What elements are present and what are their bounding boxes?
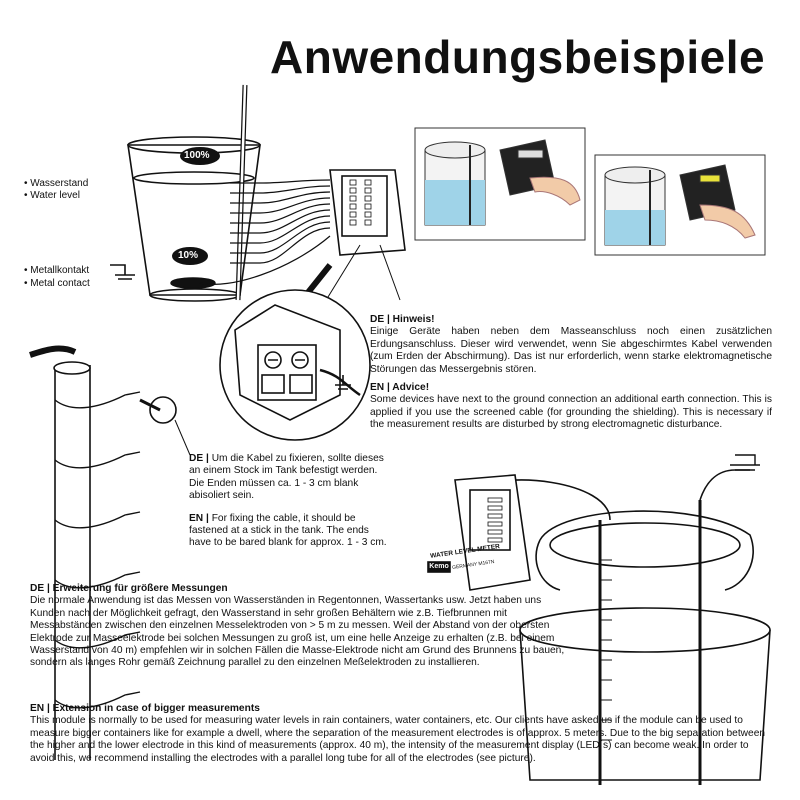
extension-de-body: Die normale Anwendung ist das Messen von Wasserständen in Regentonnen, Wassertanks usw. Jetzt haben uns Kunden nach der Möglichkeit gefragt, den Wasserstand in sehr großen Behältern wie z.B. Tiefbrunnen mit Messabständen zwischen den einzelnen Messelektroden von > 5 m zu messen. Weil der Abstand von der obersten Elektrode zur Masseelektrode bei solchen Messungen zu groß ist, um eine helle Anzeige zu erhalten (z.B. bei einem Wasserstand von 40 m) empfehlen wir in solchen Fällen die Masse-Elektrode nicht am Grund des Brunnens zu bauen, sondern als langes Rohr gemäß Zeichnung parallel zu den einzelnen Meßelektroden zu installieren. (30, 595, 565, 669)
water-level-label-en: • Water level (24, 190, 80, 202)
metal-contact-label-de: • Metallkontakt (24, 265, 89, 277)
cable-de-body: Um die Kabel zu fixieren, sollte dieses an einem Stock im Tank befestigt werden. Die Enden müssen ca. 1 - 3 cm blank abisoliert sein. (189, 453, 384, 502)
pct-10-badge: 10% (178, 250, 199, 261)
water-level-label-de: • Wasserstand (24, 178, 88, 190)
extension-de (30, 583, 565, 670)
pct-100-badge: 100% (184, 150, 210, 161)
stick-illustration (30, 349, 190, 760)
cable-de-prefix: DE | (189, 453, 209, 464)
extension-de-heading: DE | Erweiterung für größere Messungen (30, 583, 228, 594)
hint-en-body: Some devices have next to the ground connection an additional earth connection. This is applied if you use the screened cable (for grounding the shielding). This is necessary if the measurement results are disturbed by strong electromagnetic disturbance. (370, 394, 772, 431)
page-title: Anwendungsbeispiele (270, 31, 766, 83)
hint-en-heading: EN | Advice! (370, 382, 430, 394)
extension-en-body: This module is normally to be used for measuring water levels in rain containers, water containers, etc. Our clients have asked us if the module can be used to measure bigger containers like for example a dwell, where the separation of the measurement electrodes is of approx. 5 meters. Due to the big separation between the higher and the lower electrode in this kind of measurements (approx. 40 m), the intensity of the measurement display (LED´s) can become weak. In order to avoid this, we recommend installing the electrodes with a parallel long tube for all of the electrodes (see picture). (30, 715, 766, 764)
extension-en-heading: EN | Extension in case of bigger measurements (30, 703, 260, 714)
metal-contact-label-en: • Metal contact (24, 278, 90, 290)
bucket-diagram (110, 85, 405, 310)
device-brand: Kemo (429, 563, 449, 570)
device-name: WATER LEVEL METER (429, 543, 501, 560)
cable-en-prefix: EN | (189, 512, 209, 524)
photo-boxes (415, 128, 765, 255)
hint-box (370, 314, 772, 432)
terminal-zoom (220, 290, 370, 440)
cable-en-body: For fixing the cable, it should be fastened at a stick in the tank. The ends have to be bared blank for approx. 1 - 3 cm. (189, 512, 387, 549)
extension-en (30, 703, 775, 765)
hint-de-body: Einige Geräte haben neben dem Masseanschluss noch einen zusätzlichen Erdungsanschluss. Dieser wird verwendet, wenn Sie abgeschirmtes Kabel verwenden (zum Erden der Abschirmung). Das ist nur erforderlich, wenn starke elektromagnetische Störungen das Messergebnis stören. (370, 326, 772, 375)
cable-text (189, 453, 389, 550)
hint-de-heading: DE | Hinweis! (370, 314, 435, 325)
device-sub: GERMANY M167N (451, 559, 495, 571)
